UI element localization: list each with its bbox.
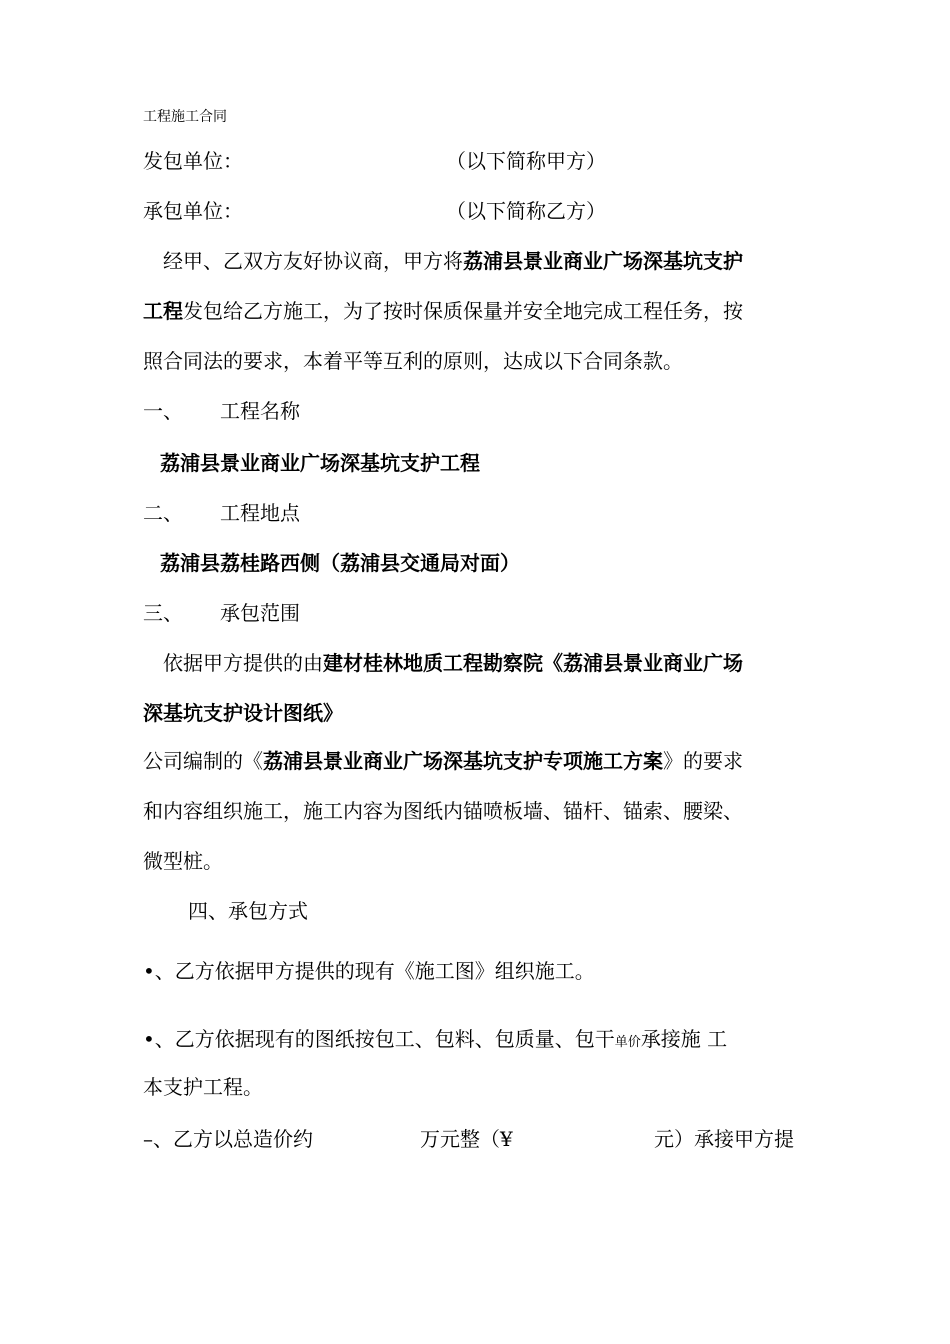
- document-header: 工程施工合同: [143, 109, 227, 125]
- party-a-note: （以下简称甲方）: [446, 149, 606, 173]
- project-name-bold: 荔浦县景业商业广场深基坑支护: [463, 249, 743, 273]
- section-3-line-5: 微型桩。: [143, 849, 223, 873]
- party-b-label: 承包单位：: [143, 199, 243, 223]
- intro-text: 经甲、乙双方友好协议商，甲方将: [163, 249, 463, 273]
- section-1-title: 工程名称: [220, 399, 300, 423]
- section-3-text: 依据甲方提供的由: [163, 651, 323, 675]
- intro-line-1: [163, 247, 743, 275]
- section-4-item-3-b: 万元整（¥: [420, 1127, 513, 1151]
- project-name-bold-cont: 工程: [143, 299, 183, 323]
- section-4-title: 四、承包方式: [188, 899, 308, 923]
- section-2-content: 荔浦县荔桂路西侧（荔浦县交通局对面）: [160, 551, 520, 575]
- section-1-number: 一、: [143, 399, 183, 423]
- section-3-title: 承包范围: [220, 601, 300, 625]
- section-4-item-2: [143, 1025, 727, 1057]
- party-b-note: （以下简称乙方）: [446, 199, 606, 223]
- section-4-item-3-c: 元）承接甲方提: [654, 1127, 794, 1151]
- section-3-line-1: [163, 649, 743, 677]
- section-2-number: 二、: [143, 501, 183, 525]
- section-3-line-2: 深基坑支护设计图纸》: [143, 701, 343, 725]
- section-4-item-2-text: •、乙方依据现有的图纸按包工、包料、包质量、包干: [143, 1027, 615, 1051]
- intro-line-2: [143, 297, 743, 325]
- section-3-plan-name: 荔浦县景业商业广场深基坑支护专项施工方案: [263, 749, 663, 773]
- section-3-line-3: [143, 747, 743, 775]
- section-4-item-1: •、乙方依据甲方提供的现有《施工图》组织施工。: [143, 959, 595, 983]
- intro-text-2: 发包给乙方施工，为了按时保质保量并安全地完成工程任务，按: [183, 299, 743, 323]
- section-3-text-3a: 公司编制的《: [143, 749, 263, 773]
- section-3-text-3c: 》的要求: [663, 749, 743, 773]
- section-2-title: 工程地点: [220, 501, 300, 525]
- section-4-item-3-a: –、乙方以总造价约: [143, 1127, 313, 1151]
- section-3-line-4: 和内容组织施工，施工内容为图纸内锚喷板墙、锚杆、锚索、腰梁、: [143, 799, 743, 823]
- section-3-bold: 建材桂林地质工程勘察院《荔浦县景业商业广场: [323, 651, 743, 675]
- section-4-item-2-small: 单价: [614, 1035, 641, 1050]
- section-1-content: 荔浦县景业商业广场深基坑支护工程: [160, 451, 480, 475]
- section-4-item-2-text-b: 承接施 工: [640, 1027, 728, 1051]
- section-4-item-2-cont: 本支护工程。: [143, 1075, 263, 1099]
- section-3-number: 三、: [143, 601, 183, 625]
- party-a-label: 发包单位：: [143, 149, 243, 173]
- intro-line-3: 照合同法的要求，本着平等互利的原则，达成以下合同条款。: [143, 349, 683, 373]
